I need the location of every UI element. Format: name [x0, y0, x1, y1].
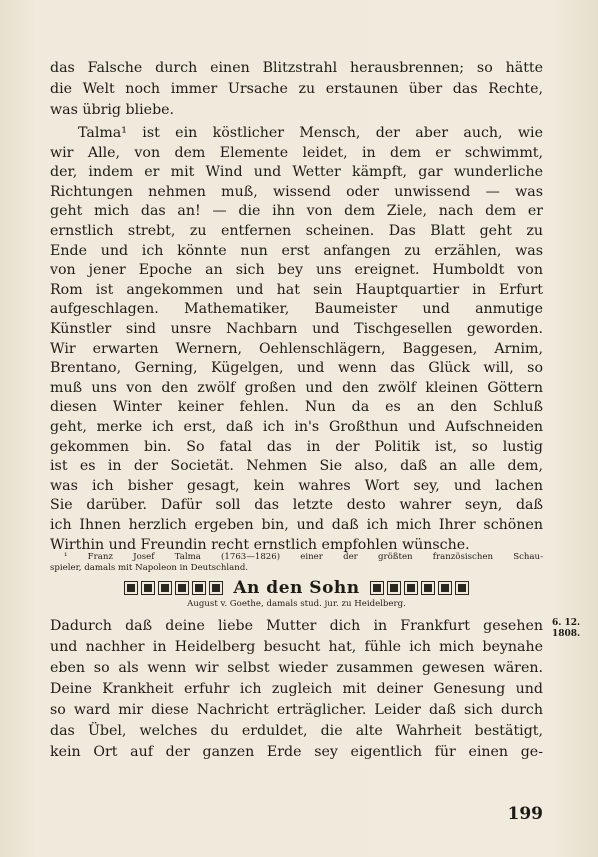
text-line: was ich bisher gesagt, kein wahres Wort sey, und lachen — [50, 477, 543, 494]
text-line: Wir erwarten Wernern, Oehlenschlägern, Baggesen, Arnim, — [50, 340, 543, 357]
text-line: Dadurch daß deine liebe Mutter dich in Frankfurt gesehen — [50, 618, 543, 634]
text-line: Wirthin und Freundin recht ernstlich empfohlen wünsche. — [50, 536, 470, 553]
footnote-line: ¹ Franz Josef Talma (1763—1826) einer der größten französischen Schau- — [64, 552, 543, 562]
letter-heading — [50, 577, 543, 599]
ornament-right-icon — [370, 581, 469, 595]
text-line: Künstler sind unsre Nachbarn und Tischgesellen geworden. — [50, 321, 543, 337]
text-line: diesen Winter keiner fehlen. Nun da es an den Schluß — [50, 399, 543, 416]
text-line: so ward mir diese Nachricht erträglicher. Leider daß sich durch — [50, 702, 543, 718]
text-line: aufgeschlagen. Mathematiker, Baumeister und anmutige — [50, 301, 543, 318]
ornament-left-icon — [124, 581, 223, 595]
text-line: die Welt noch immer Ursache zu erstaunen über das Rechte, — [50, 81, 543, 97]
text-line: kein Ort auf der ganzen Erde sey eigentlich für einen ge- — [50, 744, 543, 760]
text-line: von jener Epoche an sich bey uns ereignet. Humboldt von — [50, 262, 543, 279]
footnote-line: spieler, damals mit Napoleon in Deutschland. — [50, 563, 249, 573]
page-number: 199 — [507, 804, 543, 824]
text-line: Talma¹ ist ein köstlicher Mensch, der aber auch, wie — [78, 125, 543, 141]
margin-date — [552, 618, 592, 640]
text-line: gekommen bin. So fatal das in der Politik ist, so lustig — [50, 438, 543, 455]
text-column — [50, 0, 543, 857]
text-line: Brentano, Gerning, Kügelgen, und wenn das Glück will, so — [50, 360, 543, 377]
text-line: Ende und ich könnte nun erst anfangen zu erzählen, was — [50, 242, 543, 259]
letter-subtitle: August v. Goethe, damals stud. jur. zu Heidelberg. — [187, 599, 406, 609]
text-line: muß uns von den zwölf großen und den zwölf kleinen Göttern — [50, 379, 543, 396]
text-line: wir Alle, von dem Elemente leidet, in dem er schwimmt, — [50, 144, 543, 161]
text-line: was übrig bliebe. — [50, 102, 175, 118]
text-line: geht, merke ich erst, daß ich in's Großthun und Aufschneiden — [50, 419, 543, 435]
text-line: ist es in der Societät. Nehmen Sie also, daß an alle dem, — [50, 458, 543, 475]
text-line: ich Ihnen herzlich ergeben bin, und daß ich mich Ihrer schönen — [50, 517, 543, 533]
letter-title: An den Sohn — [233, 578, 360, 598]
text-line: Richtungen nehmen muß, wissend oder unwissend — was — [50, 183, 543, 200]
text-line: der, indem er mit Wind und Wetter kämpft, gar wunderliche — [50, 164, 543, 181]
text-line: das Übel, welches du erduldet, die alte Wahrheit bestätigt, — [50, 723, 543, 739]
text-line: ernstlich strebt, zu entfernen scheinen. Das Blatt geht zu — [50, 223, 543, 239]
text-line: eben so als wenn wir selbst wieder zusammen gewesen wären. — [50, 660, 543, 676]
text-line: geht mich das an! — die ihn von dem Ziele, nach dem er — [50, 203, 543, 220]
text-line: Sie darüber. Dafür soll das letzte desto wahrer seyn, daß — [50, 497, 543, 514]
text-line: Rom ist angekommen und hat sein Hauptquartier in Erfurt — [50, 281, 543, 298]
margin-date-year: 1808. — [552, 629, 581, 639]
margin-date-day: 6. 12. — [552, 618, 581, 628]
text-line: das Falsche durch einen Blitzstrahl herausbrennen; so hätte — [50, 60, 543, 76]
text-line: Deine Krankheit erfuhr ich zugleich mit deiner Genesung und — [50, 681, 543, 697]
text-line: und nachher in Heidelberg besucht hat, fühle ich mich beynahe — [50, 639, 543, 655]
